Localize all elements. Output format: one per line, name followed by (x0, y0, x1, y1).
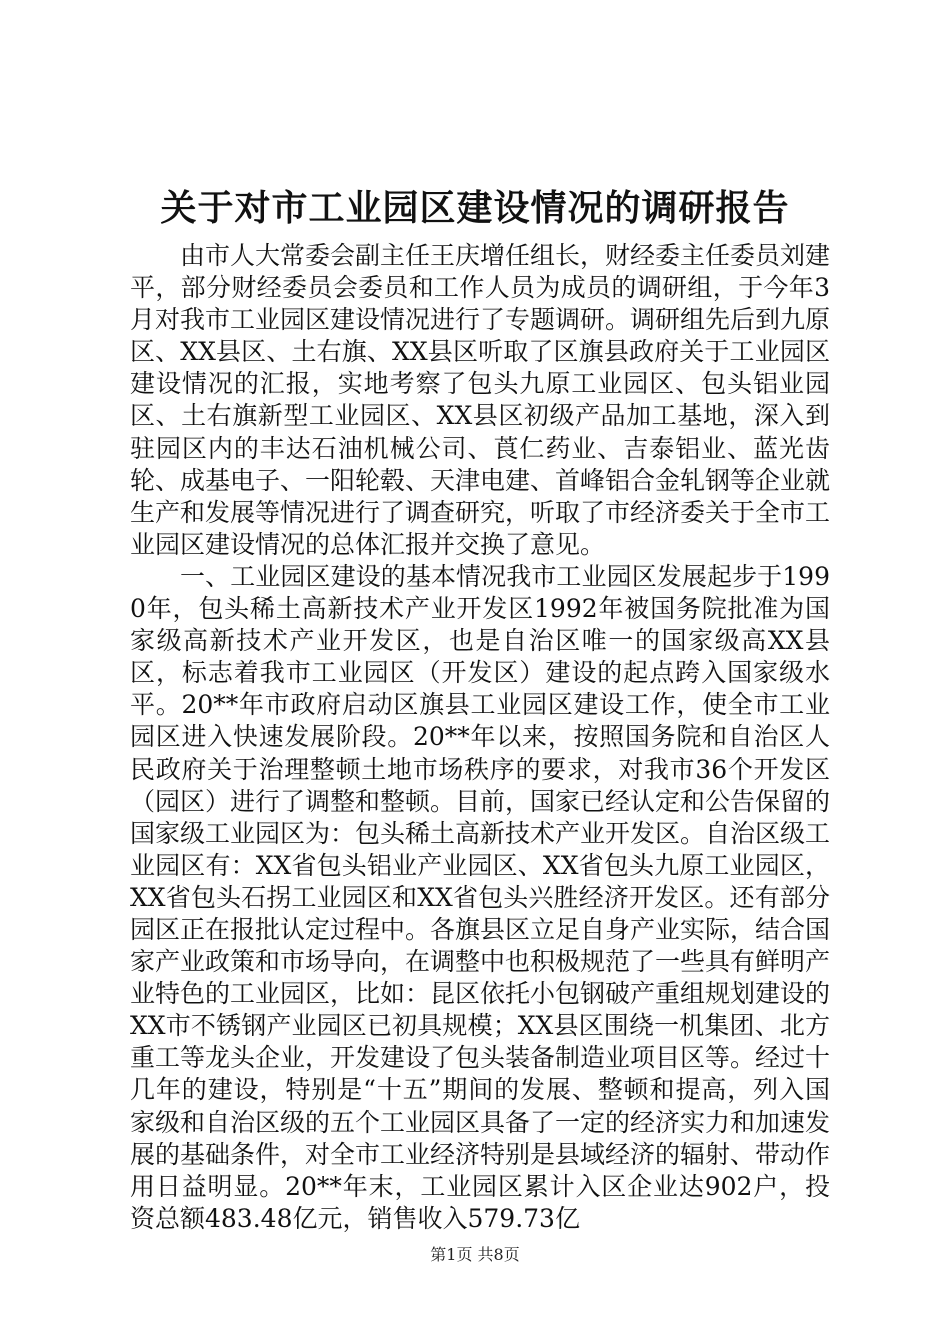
document-title: 关于对市工业园区建设情况的调研报告 (160, 187, 790, 229)
document-body (130, 240, 830, 1235)
paragraph-intro: 由市人大常委会副主任王庆增任组长，财经委主任委员刘建平，部分财经委员会委员和工作人员为成员的调研组，于今年3月对我市工业园区建设情况进行了专题调研。调研组先后到九原区、XX县区、土右旗、XX县区听取了区旗县政府关于工业园区建设情况的汇报，实地考察了包头九原工业园区、包头铝业园区、土右旗新型工业园区、XX县区初级产品加工基地，深入到驻园区内的丰达石油机械公司、莨仁药业、吉泰铝业、蓝光齿轮、成基电子、一阳轮毂、天津电建、首峰铝合金轧钢等企业就生产和发展等情况进行了调查研究，听取了市经济委关于全市工业园区建设情况的总体汇报并交换了意见。 (130, 241, 831, 559)
page-footer: 第1页 共8页 (430, 1245, 520, 1264)
paragraph-section-one: 一、工业园区建设的基本情况我市工业园区发展起步于1990年，包头稀土高新技术产业开发区1992年被国务院批准为国家级高新技术产业开发区，也是自治区唯一的国家级高XX县区，标志着我市工业园区（开发区）建设的起点跨入国家级水平。20**年市政府启动区旗县工业园区建设工作，使全市工业园区进入快速发展阶段。20**年以来，按照国务院和自治区人民政府关于治理整顿土地市场秩序的要求，对我市36个开发区（园区）进行了调整和整顿。目前，国家已经认定和公告保留的国家级工业园区为：包头稀土高新技术产业开发区。自治区级工业园区有：XX省包头铝业产业园区、XX省包头九原工业园区，XX省包头石拐工业园区和XX省包头兴胜经济开发区。还有部分园区正在报批认定过程中。各旗县区立足自身产业实际，结合国家产业政策和市场导向，在调整中也积极规范了一些具有鲜明产业特色的工业园区，比如：昆区依托小包钢破产重组规划建设的XX市不锈钢产业园区已初具规模；XX县区围绕一机集团、北方重工等龙头企业，开发建设了包头装备制造业项目区等。经过十几年的建设，特别是“十五”期间的发展、整顿和提高，列入国家级和自治区级的五个工业园区具备了一定的经济实力和加速发展的基础条件，对全市工业经济特别是县域经济的辐射、带动作用日益明显。20**年末，工业园区累计入区企业达902户，投资总额483.48亿元，销售收入579.73亿 (130, 561, 831, 1233)
